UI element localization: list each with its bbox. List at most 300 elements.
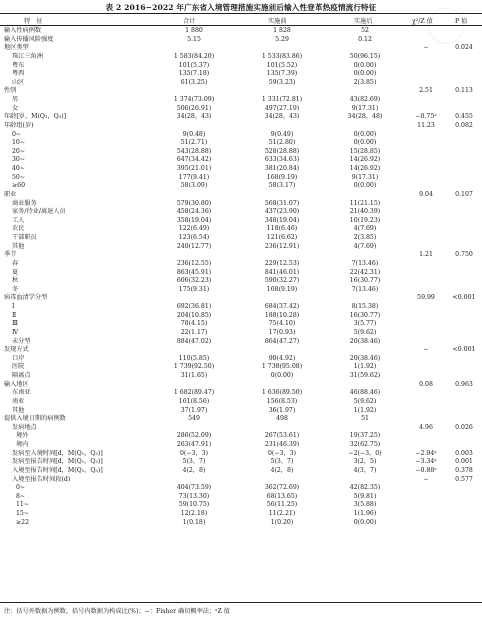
table-row bbox=[0, 346, 482, 355]
cell-after: 9(17.31) bbox=[351, 104, 379, 112]
cell-stat: −3.34ᵃ bbox=[415, 458, 437, 466]
cell-before: 0(0.00) bbox=[270, 372, 294, 379]
cell-stat: −2.94ᵃ bbox=[415, 449, 437, 457]
header-total: 合计 bbox=[183, 18, 196, 25]
row-label: 输入传播风险强度 bbox=[4, 35, 54, 43]
row-label: 南亚 bbox=[12, 397, 25, 405]
row-label: 15~ bbox=[16, 510, 30, 517]
table-row bbox=[0, 398, 482, 407]
table-row bbox=[0, 320, 482, 329]
cell-before: 1 533(83.86) bbox=[261, 52, 303, 60]
cell-total: 135(7.18) bbox=[178, 70, 210, 78]
row-label: 性别 bbox=[4, 87, 17, 95]
row-label: 病毒血清学分型 bbox=[4, 294, 48, 302]
header-stat: χ²/Z 值 bbox=[412, 18, 433, 25]
cell-after: 10(19.23) bbox=[349, 216, 381, 224]
table-row bbox=[0, 424, 482, 433]
table-row bbox=[0, 519, 482, 528]
cell-before: 121(6.62) bbox=[266, 234, 298, 241]
row-label: 境外 bbox=[16, 432, 29, 440]
cell-before: 1 738(95.08) bbox=[261, 363, 303, 371]
table-note: 注：括号外数据为例数，括号内数据为构成比(%)；−：Fisher 确切概率法；ᵃZ 值 bbox=[4, 608, 230, 615]
row-label: 山区 bbox=[12, 78, 25, 86]
cell-p: 0.577 bbox=[455, 475, 473, 483]
header-p: P 值 bbox=[455, 18, 468, 25]
cell-total: 58(3.09) bbox=[180, 182, 208, 190]
table-row bbox=[0, 355, 482, 364]
row-label: 工人 bbox=[12, 216, 25, 224]
row-label: 发现方式 bbox=[4, 346, 29, 354]
cell-total: 34(28，43) bbox=[176, 113, 212, 121]
cell-total: 51(2.71) bbox=[180, 139, 208, 147]
table-row bbox=[0, 381, 482, 390]
row-label: Ⅲ bbox=[12, 320, 18, 328]
cell-total: 175(9.31) bbox=[178, 285, 210, 293]
row-label: 未分型 bbox=[12, 337, 31, 345]
cell-stat: 9.04 bbox=[419, 190, 433, 198]
table-row bbox=[0, 407, 482, 416]
cell-total: 884(47.02) bbox=[176, 337, 212, 345]
cell-after: 1(1.92) bbox=[353, 406, 377, 414]
cell-stat: 11.23 bbox=[417, 121, 435, 129]
cell-before: 236(12.91) bbox=[264, 242, 300, 250]
row-label: 0~ bbox=[16, 484, 26, 492]
cell-stat: − bbox=[423, 346, 429, 354]
row-label: 职业 bbox=[4, 190, 17, 198]
cell-after: 52 bbox=[361, 27, 369, 34]
table-row bbox=[0, 476, 482, 485]
cell-p: 0.107 bbox=[455, 190, 473, 198]
cell-total: 543(28.88) bbox=[176, 147, 212, 155]
cell-total: 647(34.42) bbox=[176, 156, 212, 164]
cell-total: 692(36.81) bbox=[176, 303, 212, 310]
cell-total: 286(52.09) bbox=[176, 432, 212, 440]
row-label: Ⅱ bbox=[12, 311, 17, 319]
cell-after: 46(88.46) bbox=[349, 389, 381, 397]
cell-after: 16(30.77) bbox=[349, 277, 381, 285]
cell-total: 395(21.01) bbox=[176, 165, 212, 172]
cell-total: 236(12.55) bbox=[176, 259, 212, 267]
cell-total: 31(1.65) bbox=[180, 372, 208, 379]
table-row bbox=[0, 87, 482, 96]
header-after: 实施后 bbox=[354, 18, 373, 25]
cell-after: 5(9.62) bbox=[353, 397, 377, 405]
table-row bbox=[0, 225, 482, 234]
cell-total: 1 739(92.50) bbox=[173, 363, 215, 371]
row-label: 口岸 bbox=[12, 354, 25, 362]
cell-stat: − bbox=[423, 44, 429, 52]
cell-before: 168(9.19) bbox=[266, 285, 298, 293]
cell-stat: 59.99 bbox=[417, 294, 435, 302]
cell-p: <0.001 bbox=[452, 294, 476, 302]
row-label: 40~ bbox=[12, 165, 26, 172]
cell-after: 4(7.69) bbox=[353, 225, 377, 233]
table-row bbox=[0, 493, 482, 502]
header-before: 实施前 bbox=[268, 18, 287, 25]
cell-stat: 0.08 bbox=[419, 380, 433, 388]
cell-before: 135(7.39) bbox=[266, 70, 298, 78]
table-row bbox=[0, 510, 482, 519]
table-row bbox=[0, 269, 482, 278]
cell-p: 0.026 bbox=[455, 423, 473, 431]
row-label: ≥22 bbox=[16, 518, 30, 526]
cell-before: 1 331(72.81) bbox=[261, 96, 303, 103]
row-label: 8~ bbox=[16, 492, 26, 500]
cell-before: 348(19.04) bbox=[264, 216, 300, 224]
row-label: 10~ bbox=[12, 139, 26, 147]
row-label: 30~ bbox=[12, 156, 26, 164]
table-row bbox=[0, 432, 482, 441]
cell-total: 9(0.48) bbox=[182, 130, 206, 138]
cell-total: 1 374(73.09) bbox=[173, 96, 215, 103]
cell-before: 229(12.53) bbox=[264, 259, 300, 267]
cell-after: 14(26.92) bbox=[349, 156, 381, 164]
table-row bbox=[0, 113, 482, 122]
cell-total: 22(1.17) bbox=[180, 328, 208, 336]
cell-before: 90(4.92) bbox=[268, 354, 296, 362]
cell-before: 34(28，43) bbox=[264, 113, 300, 121]
row-label: Ⅰ bbox=[12, 303, 15, 310]
row-label: 入境至报告时间段(d) bbox=[12, 475, 71, 483]
cell-after: 22(42.31) bbox=[349, 268, 381, 276]
cell-before: 36(1.97) bbox=[268, 406, 296, 414]
cell-total: 204(10.85) bbox=[176, 311, 212, 319]
row-label: 入境至报告时间[d，M(Q₁，Q₃)] bbox=[12, 466, 103, 474]
cell-before: 498 bbox=[276, 415, 288, 423]
table-row bbox=[0, 27, 482, 36]
cell-total: 5(3，7) bbox=[182, 458, 206, 466]
row-label: 商业服务 bbox=[12, 199, 37, 207]
table-row bbox=[0, 122, 482, 131]
row-label: 季节 bbox=[4, 251, 17, 259]
table-row bbox=[0, 234, 482, 243]
table-row bbox=[0, 312, 482, 321]
row-label: 提供入境日期的病例数 bbox=[4, 415, 66, 423]
table-row bbox=[0, 467, 482, 476]
bottom-rule bbox=[0, 602, 482, 603]
cell-stat: 2.51 bbox=[419, 87, 433, 95]
cell-total: 37(1.97) bbox=[180, 406, 208, 414]
table-row bbox=[0, 200, 482, 209]
cell-stat: 1.21 bbox=[419, 251, 433, 259]
cell-total: 458(24.36) bbox=[176, 208, 212, 216]
cell-after: 50(96.15) bbox=[349, 52, 381, 60]
table-row bbox=[0, 70, 482, 79]
cell-after: 20(38.46) bbox=[349, 337, 381, 345]
cell-total: 12(2.18) bbox=[180, 510, 208, 517]
cell-total: 123(6.54) bbox=[178, 234, 210, 241]
row-label: 0~ bbox=[12, 130, 22, 138]
cell-total: 78(4.15) bbox=[180, 320, 208, 328]
cell-before: 9(0.49) bbox=[270, 130, 294, 138]
cell-total: 59(10.75) bbox=[178, 501, 210, 509]
cell-before: 51(2.80) bbox=[268, 139, 296, 147]
cell-before: 437(23.90) bbox=[264, 208, 300, 216]
row-label: 发病地点 bbox=[12, 423, 37, 431]
table-row bbox=[0, 458, 482, 467]
cell-after: 32(62.75) bbox=[349, 441, 381, 448]
cell-after: 4(3，7) bbox=[353, 466, 377, 474]
cell-total: 404(73.59) bbox=[176, 484, 212, 492]
cell-p: <0.001 bbox=[452, 346, 476, 354]
table-body bbox=[0, 27, 482, 527]
cell-total: 263(47.91) bbox=[176, 441, 212, 448]
table-row bbox=[0, 338, 482, 347]
row-label: 珠江三角洲 bbox=[12, 52, 43, 60]
table-row bbox=[0, 389, 482, 398]
table-row bbox=[0, 329, 482, 338]
cell-after: 5(9.81) bbox=[353, 492, 377, 500]
table-row bbox=[0, 148, 482, 157]
cell-before: 101(5.52) bbox=[266, 61, 298, 69]
cell-after: 4(7.69) bbox=[353, 242, 377, 250]
cell-total: 358(19.04) bbox=[176, 216, 212, 224]
cell-total: 579(30.80) bbox=[176, 199, 212, 207]
table-row bbox=[0, 53, 482, 62]
cell-total: 73(13.30) bbox=[178, 492, 210, 500]
row-label: 冬 bbox=[12, 285, 19, 293]
cell-after: 0(0.00) bbox=[353, 130, 377, 138]
cell-total: 101(5.37) bbox=[178, 61, 210, 69]
cell-total: 506(26.91) bbox=[176, 104, 212, 112]
table-row bbox=[0, 303, 482, 312]
table-row bbox=[0, 79, 482, 88]
cell-after: 2(3.85) bbox=[353, 78, 377, 86]
row-label: 隔离点 bbox=[12, 372, 31, 379]
row-label: 粤东 bbox=[12, 61, 25, 69]
header-feature: 特 征 bbox=[24, 18, 43, 25]
row-label: Ⅳ bbox=[12, 328, 19, 336]
cell-total: 4(2，8) bbox=[182, 466, 206, 474]
cell-before: 1 828 bbox=[273, 27, 291, 34]
cell-p: 0.003 bbox=[455, 449, 473, 457]
row-label: 粤西 bbox=[12, 70, 25, 78]
cell-after: 1(1.96) bbox=[353, 510, 377, 517]
cell-before: 0(−3，3) bbox=[267, 449, 296, 457]
cell-after: 21(40.39) bbox=[349, 208, 381, 216]
row-label: 境内 bbox=[16, 441, 29, 448]
cell-total: 161(8.56) bbox=[178, 397, 210, 405]
cell-before: 58(3.17) bbox=[268, 182, 296, 190]
cell-after: 1(1.92) bbox=[353, 363, 377, 371]
cell-p: 0.113 bbox=[455, 87, 473, 95]
cell-after: 0(0.00) bbox=[353, 70, 377, 78]
table-row bbox=[0, 105, 482, 114]
cell-after: 2(3.85) bbox=[353, 234, 377, 241]
row-label: 夏 bbox=[12, 268, 19, 276]
cell-total: 1(0.18) bbox=[182, 518, 206, 526]
cell-before: 841(46.01) bbox=[264, 268, 300, 276]
cell-total: 0(−3，3) bbox=[179, 449, 208, 457]
cell-after: 16(30.77) bbox=[349, 311, 381, 319]
cell-p: 0.001 bbox=[455, 458, 473, 466]
cell-before: 568(31.07) bbox=[264, 199, 300, 207]
cell-after: 0(0.00) bbox=[353, 182, 377, 190]
table-row bbox=[0, 156, 482, 165]
row-label: 地区类型 bbox=[4, 44, 29, 52]
cell-after: 8(15.38) bbox=[351, 303, 379, 310]
cell-after: 3(5.77) bbox=[353, 320, 377, 328]
table-title: 表 2 2016−2022 年广东省入境管理措施实施前后输入性登革热疫情流行特征 bbox=[105, 3, 377, 12]
row-label: 发病至报告时间[d，M(Q₁，Q₃)] bbox=[12, 458, 103, 466]
cell-after: 20(38.46) bbox=[349, 354, 381, 362]
table-row bbox=[0, 251, 482, 260]
cell-after: 43(82.69) bbox=[349, 96, 381, 103]
row-label: 家务/待业/离退人员 bbox=[12, 208, 66, 216]
table-row bbox=[0, 131, 482, 140]
table-row bbox=[0, 450, 482, 459]
cell-before: 17(0.93) bbox=[268, 328, 296, 336]
cell-before: 68(13.65) bbox=[266, 492, 298, 500]
cell-before: 5(3，7) bbox=[270, 458, 294, 466]
cell-total: 177(9.41) bbox=[178, 173, 210, 181]
table-row bbox=[0, 294, 482, 303]
cell-after: 34(28，48) bbox=[347, 113, 383, 121]
cell-total: 122(6.49) bbox=[178, 225, 210, 233]
cell-before: 4(2，8) bbox=[270, 466, 294, 474]
cell-p: 0.024 bbox=[455, 44, 473, 52]
table-row bbox=[0, 372, 482, 381]
cell-total: 549 bbox=[188, 415, 200, 423]
table-row bbox=[0, 415, 482, 424]
cell-before: 362(72.69) bbox=[264, 484, 300, 492]
cell-p: 0.750 bbox=[455, 251, 473, 259]
cell-after: 31(59.62) bbox=[349, 372, 381, 379]
row-label: 春 bbox=[12, 259, 19, 267]
cell-total: 110(5.85) bbox=[178, 354, 210, 362]
table-row bbox=[0, 62, 482, 71]
row-label: 11~ bbox=[16, 501, 30, 509]
cell-before: 381(20.84) bbox=[264, 165, 300, 172]
cell-after: 0(0.00) bbox=[353, 518, 377, 526]
table-row bbox=[0, 277, 482, 286]
row-label: 输入性病例数 bbox=[4, 27, 42, 34]
cell-total: 1 880 bbox=[185, 27, 203, 34]
cell-before: 528(28.88) bbox=[264, 147, 300, 155]
cell-after: 0.12 bbox=[358, 35, 372, 43]
row-label: 50~ bbox=[12, 173, 26, 181]
cell-before: 188(10.28) bbox=[264, 311, 300, 319]
table-header bbox=[0, 15, 482, 25]
cell-before: 75(4.10) bbox=[268, 320, 296, 328]
table-row bbox=[0, 96, 482, 105]
row-label: 其他 bbox=[12, 406, 25, 414]
cell-stat: −0.88ᵃ bbox=[415, 466, 437, 474]
row-label: ≥60 bbox=[12, 182, 26, 190]
cell-before: 864(47.27) bbox=[264, 337, 300, 345]
cell-after: 19(37.25) bbox=[349, 432, 381, 440]
table-row bbox=[0, 174, 482, 183]
table-row bbox=[0, 260, 482, 269]
cell-after: 15(28.85) bbox=[349, 147, 381, 155]
cell-before: 267(53.61) bbox=[264, 432, 300, 440]
row-label: 农民 bbox=[12, 225, 25, 233]
cell-after: 9(17.31) bbox=[351, 173, 379, 181]
cell-after: 11(21.15) bbox=[349, 199, 381, 207]
cell-before: 156(8.53) bbox=[266, 397, 298, 405]
table-row bbox=[0, 165, 482, 174]
row-label: 发病至入境时间[d，M(Q₁，Q₃)] bbox=[12, 449, 103, 457]
cell-total: 606(32.23) bbox=[176, 277, 212, 285]
cell-stat: − bbox=[423, 475, 429, 483]
cell-after: 3(5.88) bbox=[353, 501, 377, 509]
table-row bbox=[0, 182, 482, 191]
table-row bbox=[0, 44, 482, 53]
cell-p: 0.963 bbox=[455, 380, 473, 388]
table-row bbox=[0, 441, 482, 450]
top-rule bbox=[0, 13, 482, 14]
cell-before: 231(46.39) bbox=[264, 441, 300, 448]
cell-before: 11(2.21) bbox=[268, 510, 296, 517]
cell-after: 51 bbox=[361, 415, 369, 423]
table-row bbox=[0, 36, 482, 45]
cell-before: 5.29 bbox=[275, 35, 289, 43]
cell-after: 42(82.35) bbox=[349, 484, 381, 492]
cell-stat: −0.75ᵃ bbox=[415, 113, 437, 121]
cell-after: 3(2，5) bbox=[353, 458, 377, 466]
cell-before: 497(27.19) bbox=[264, 104, 300, 112]
cell-after: 0(0.00) bbox=[353, 61, 377, 69]
table-row bbox=[0, 139, 482, 148]
cell-after: 7(13.46) bbox=[351, 259, 379, 267]
row-label: 医院 bbox=[12, 363, 25, 371]
table-row bbox=[0, 191, 482, 200]
header-rule bbox=[0, 25, 482, 26]
cell-before: 633(34.63) bbox=[264, 156, 300, 164]
table-row bbox=[0, 501, 482, 510]
cell-before: 168(9.19) bbox=[266, 173, 298, 181]
table-row bbox=[0, 208, 482, 217]
row-label: 年龄组(岁) bbox=[4, 121, 34, 129]
row-label: 东南亚 bbox=[12, 389, 31, 397]
row-label: 其他 bbox=[12, 242, 25, 250]
cell-p: 0.378 bbox=[455, 466, 473, 474]
row-label: 干部职员 bbox=[12, 234, 37, 241]
cell-p: 0.455 bbox=[455, 113, 473, 121]
row-label: 女 bbox=[12, 104, 19, 112]
table-row bbox=[0, 217, 482, 226]
cell-before: 118(6.46) bbox=[266, 225, 298, 233]
cell-total: 1 583(84.20) bbox=[173, 52, 215, 60]
row-label: 秋 bbox=[12, 277, 19, 285]
row-label: 输入地区 bbox=[4, 380, 29, 388]
cell-before: 59(3.23) bbox=[268, 78, 296, 86]
cell-after: 5(9.62) bbox=[353, 328, 377, 336]
cell-after: 7(13.46) bbox=[351, 285, 379, 293]
cell-after: −2(−3，0) bbox=[348, 449, 382, 457]
table-row bbox=[0, 243, 482, 252]
table-row bbox=[0, 286, 482, 295]
cell-before: 56(11.25) bbox=[266, 501, 298, 509]
cell-after: 14(26.92) bbox=[349, 165, 381, 172]
cell-total: 1 682(89.47) bbox=[173, 389, 215, 397]
cell-total: 240(12.77) bbox=[176, 242, 212, 250]
row-label: 男 bbox=[12, 96, 19, 103]
cell-before: 1 636(89.50) bbox=[261, 389, 303, 397]
table-row bbox=[0, 484, 482, 493]
cell-after: 0(0.00) bbox=[353, 139, 377, 147]
cell-total: 61(3.25) bbox=[180, 78, 208, 86]
table-row bbox=[0, 363, 482, 372]
cell-before: 1(0.20) bbox=[270, 518, 294, 526]
row-label: 年龄[岁，M(Q₁，Q₃)] bbox=[4, 113, 67, 121]
cell-stat: 4.96 bbox=[419, 423, 433, 431]
cell-total: 863(45.91) bbox=[176, 268, 212, 276]
cell-before: 684(37.42) bbox=[264, 303, 300, 310]
cell-before: 590(32.27) bbox=[264, 277, 300, 285]
cell-p: 0.082 bbox=[455, 121, 473, 129]
cell-total: 5.15 bbox=[187, 35, 201, 43]
